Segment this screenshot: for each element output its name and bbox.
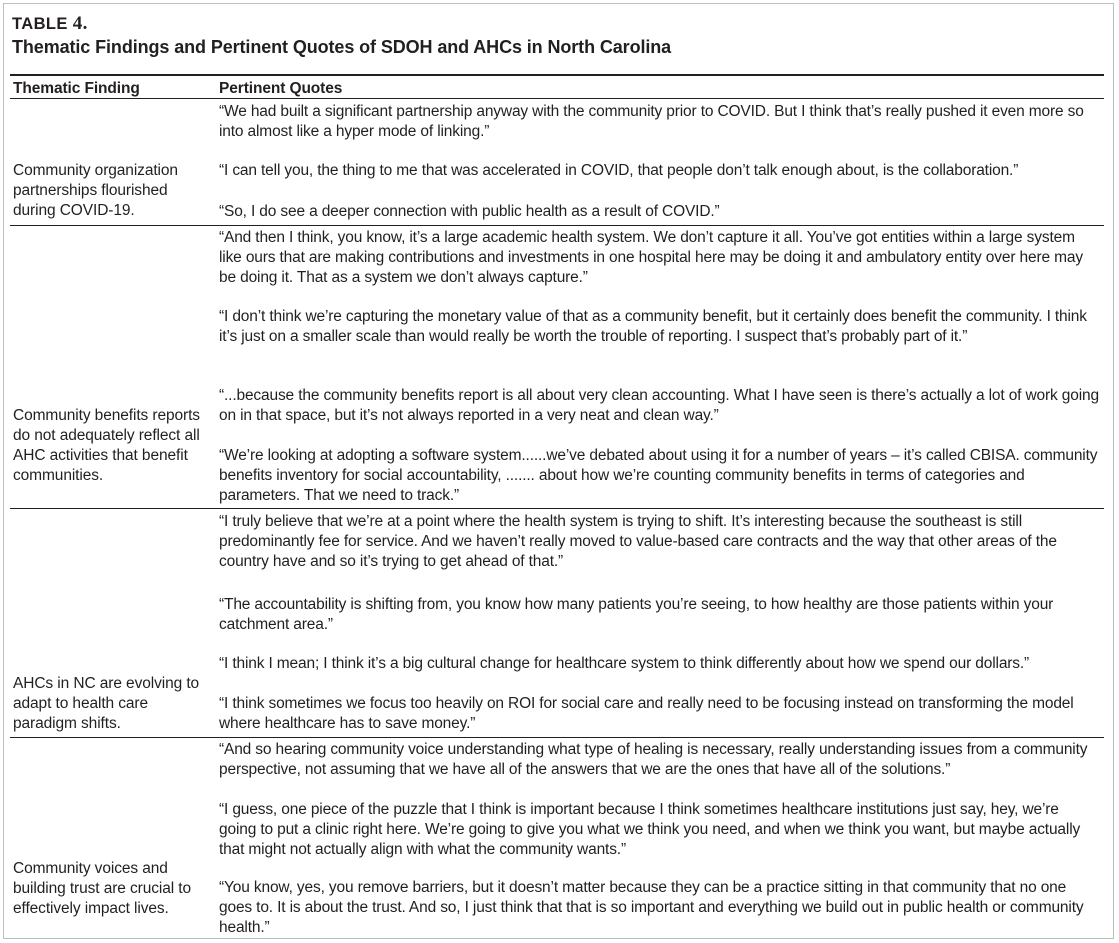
quote-2-1: “And then I think, you know, it’s a large academic health system. We don’t capture it all. You’ve got entities within a large system like ours that are making contributions and investments in one hospital here may be doing it and ambulatory entity over here may be doing it. That as a system we don’t always capture.” — [219, 229, 1083, 286]
quote-2-4: “We’re looking at adopting a software system......we’ve debated about using it for a number of years – it’s called CBISA. community benefits inventory for social accountability, ....... about how we’re counting community benefits in terms of categories and parameters. That we need to track.” — [219, 447, 1098, 504]
table-number: 4. — [72, 13, 88, 34]
quote-3-4: “I think sometimes we focus too heavily on ROI for social care and really need to be focusing instead on transforming the model where healthcare has to save money.” — [219, 695, 1074, 732]
column-header-thematic-finding: Thematic Finding — [13, 80, 140, 97]
table-label-prefix: TABLE — [12, 15, 73, 33]
column-header-pertinent-quotes: Pertinent Quotes — [219, 80, 343, 97]
header-bottom-rule — [10, 98, 1104, 99]
row-divider-2 — [10, 508, 1104, 509]
quote-4-3: “You know, yes, you remove barriers, but it doesn’t matter because they can be a practice sitting in that community that no one goes to. It is about the trust. And so, I just think that that is so important and everything we build out in public health or community health.” — [219, 879, 1084, 936]
quote-1-2: “I can tell you, the thing to me that was accelerated in COVID, that people don’t talk enough about, is the collaboration.” — [219, 162, 1019, 179]
quote-2-3: “...because the community benefits report is all about very clean accounting. What I have seen is there’s actually a lot of work going on in that space, but it’s not always reported in a very neat and clean way.” — [219, 387, 1099, 424]
quote-4-2: “I guess, one piece of the puzzle that I think is important because I think sometimes healthcare institutions just say, hey, we’re going to put a clinic right here. We’re going to give you what we think you need, and when we think you want, but maybe actually that might not actually align with what the community wants.” — [219, 801, 1081, 858]
finding-3: AHCs in NC are evolving to adapt to health care paradigm shifts. — [13, 675, 200, 732]
quote-3-2: “The accountability is shifting from, you know how many patients you’re seeing, to how healthy are those patients within your catchment area.” — [219, 596, 1054, 633]
row-divider-1 — [10, 225, 1104, 226]
quote-4-1: “And so hearing community voice understanding what type of healing is necessary, really understanding issues from a community perspective, not assuming that we have all of the answers that we are the ones that have all of the solutions.” — [219, 741, 1088, 778]
quote-1-1: “We had built a significant partnership anyway with the community prior to COVID. But I think that’s really pushed it even more so into almost like a hyper mode of linking.” — [219, 103, 1084, 140]
finding-4: Community voices and building trust are crucial to effectively impact lives. — [13, 860, 192, 917]
row-divider-3 — [10, 737, 1104, 738]
header-top-rule — [10, 74, 1104, 76]
table-label — [12, 14, 88, 34]
finding-1: Community organization partnerships flourished during COVID-19. — [13, 162, 178, 219]
quote-3-3: “I think I mean; I think it’s a big cultural change for healthcare system to think differently about how we spend our dollars.” — [219, 655, 1030, 672]
quote-3-1: “I truly believe that we’re at a point where the health system is trying to shift. It’s interesting because the southeast is still predominantly fee for service. And we haven’t really moved to value-based care contracts and the way that other areas of the country have and so it’s trying to get ahead of that.” — [219, 513, 1057, 570]
table-title: Thematic Findings and Pertinent Quotes of SDOH and AHCs in North Carolina — [12, 37, 672, 57]
quote-1-3: “So, I do see a deeper connection with public health as a result of COVID.” — [219, 203, 720, 220]
quote-2-2: “I don’t think we’re capturing the monetary value of that as a community benefit, but it certainly does benefit the community. I think it’s just on a smaller scale than would really be worth the trouble of reporting. I suspect that’s probably part of it.” — [219, 308, 1087, 345]
finding-2: Community benefits reports do not adequately reflect all AHC activities that benefit communities. — [13, 407, 200, 484]
